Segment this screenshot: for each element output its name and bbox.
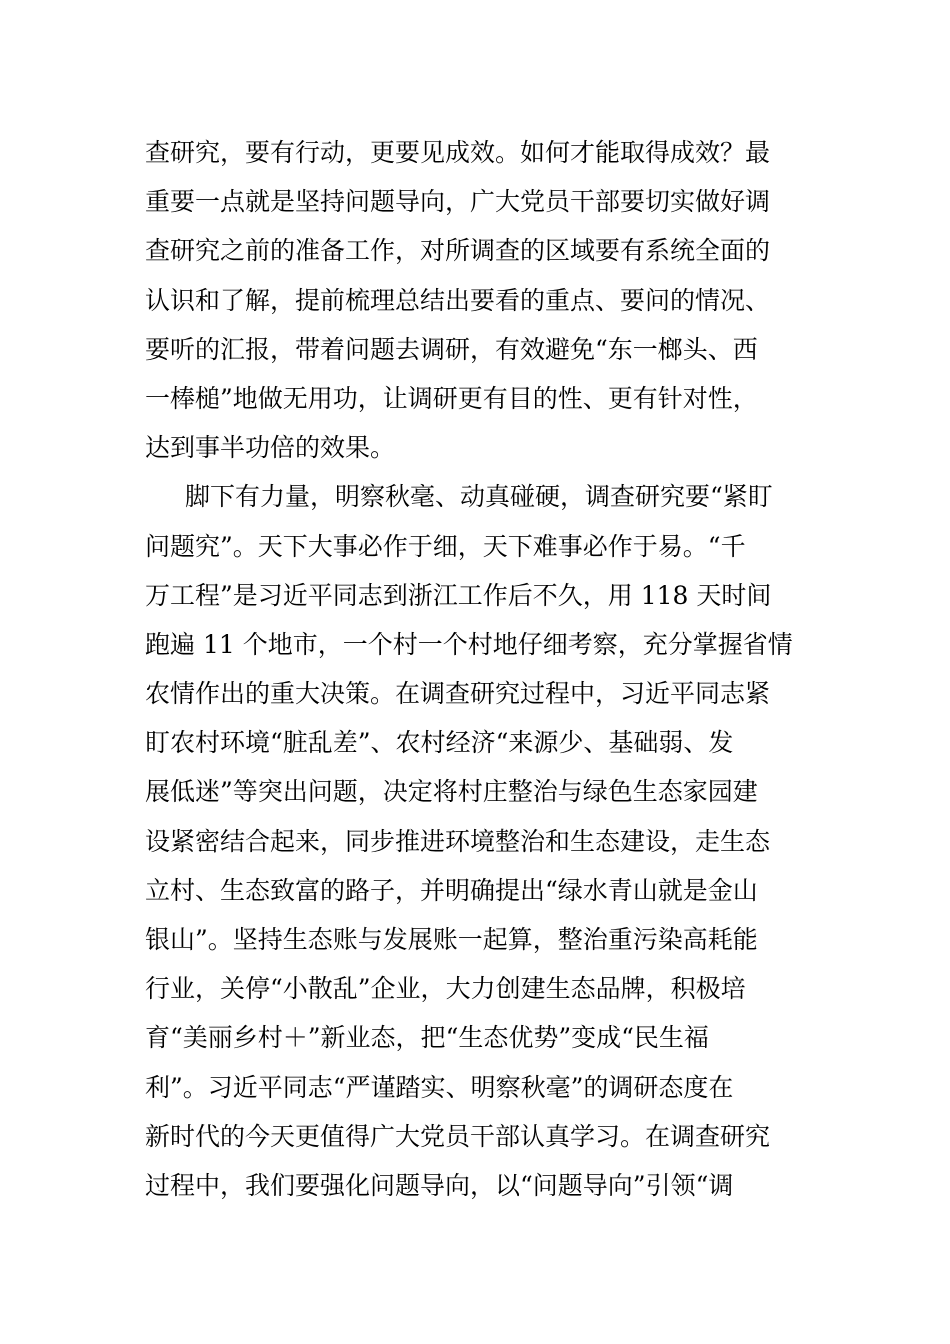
- paragraph-line: 育“美丽乡村＋”新业态，把“生态优势”变成“民生福: [145, 1023, 709, 1053]
- paragraph-line: 农情作出的重大决策。在调查研究过程中，习近平同志紧: [145, 679, 771, 709]
- body-text: [145, 128, 810, 1210]
- paragraph-first-line: 脚下有力量，明察秋毫、动真碰硬，调查研究要“紧盯: [185, 482, 773, 512]
- paragraph-line: 达到事半功倍的效果。: [145, 433, 396, 463]
- paragraph-line: 行业，关停“小散乱”企业，大力创建生态品牌，积极培: [145, 974, 746, 1004]
- paragraph-line: 查研究之前的准备工作，对所调查的区域要有系统全面的: [145, 236, 771, 266]
- paragraph-line: 银山”。坚持生态账与发展账一起算，整治重污染高耗能: [145, 925, 758, 954]
- paragraph-line: 利”。习近平同志“严谨踏实、明察秋毫”的调研态度在: [145, 1072, 734, 1102]
- paragraph-line: 重要一点就是坚持问题导向，广大党员干部要切实做好调: [145, 187, 771, 217]
- paragraph-line: 设紧密结合起来，同步推进环境整治和生态建设，走生态: [145, 826, 771, 856]
- paragraph-2: [145, 472, 810, 1210]
- paragraph-line: 查研究，要有行动，更要见成效。如何才能取得成效？最: [145, 138, 771, 167]
- paragraph-line: 一棒槌”地做无用功，让调研更有目的性、更有针对性，: [145, 383, 758, 413]
- paragraph-line: 要听的汇报，带着问题去调研，有效避免“东一榔头、西: [145, 334, 758, 364]
- paragraph-1: [145, 128, 810, 472]
- paragraph-line: 认识和了解，提前梳理总结出要看的重点、要问的情况、: [145, 285, 771, 315]
- paragraph-line: 万工程”是习近平同志到浙江工作后不久，用 118 天时间: [145, 580, 772, 610]
- paragraph-line: 新时代的今天更值得广大党员干部认真学习。在调查研究: [145, 1121, 771, 1151]
- paragraph-line: 问题究”。天下大事必作于细，天下难事必作于易。“千: [145, 531, 746, 561]
- paragraph-line: 过程中，我们要强化问题导向，以“问题导向”引领“调: [145, 1170, 734, 1200]
- paragraph-line: 展低迷”等突出问题，决定将村庄整治与绿色生态家园建: [145, 777, 758, 807]
- paragraph-line: 盯农村环境“脏乱差”、农村经济“来源少、基础弱、发: [145, 728, 734, 758]
- paragraph-line: 跑遍 11 个地市，一个村一个村地仔细考察，充分掌握省情: [145, 629, 793, 659]
- paragraph-line: 立村、生态致富的路子，并明确提出“绿水青山就是金山: [145, 875, 758, 905]
